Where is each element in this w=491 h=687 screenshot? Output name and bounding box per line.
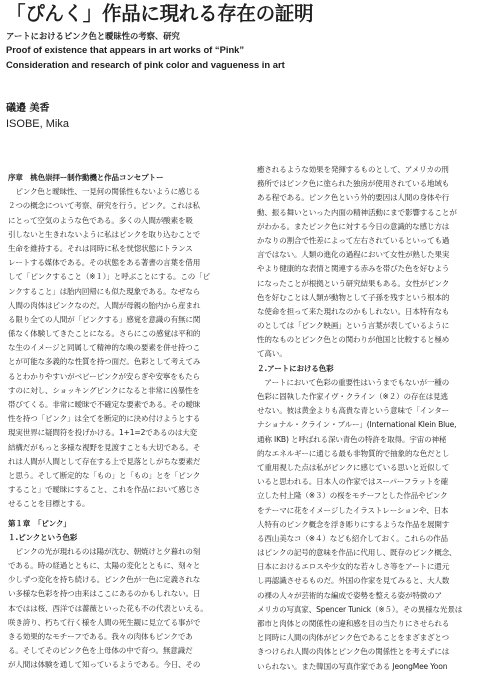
body-text-line: 生命を維持する。それは同時に私を恍惚状態にトランス [8,243,193,253]
body-text-line: レートする媒体である。その状態をある著書の言葉を借用 [8,258,201,268]
section-1-1-heading: １.ピンクという色彩 [8,532,78,542]
author-name-japanese: 礒邉 美香 [6,103,50,114]
section-1-1-continued-body [257,163,486,362]
body-text-line: はピンクの記号的意味を作品に代用し、既存のピンク概念、 [257,548,457,558]
body-text-line: すること」で曖昧にすること、これを作品において感じさ [8,485,201,495]
body-text-line: すのに対し、ショッキングピンクになると非常に凶暴性を [8,385,200,395]
body-text-line: にとって空気のような色である。多くの人間が酸素を吸 [8,215,193,225]
body-text-line: な使命を担って来た現れなのかもしれない。日本特有なも [257,306,450,316]
body-text-line: をテーマに花をイメージしたイラストレーションや、日本 [257,505,449,515]
body-text-line: ナショナル・クライン・ブルー」(International Klein Blue, [257,420,457,430]
body-text-line: い多様な色彩を持つ由来はここにあるのかもしれない。日 [8,589,201,599]
body-text-line: きる効果的なモチーフである。我々の肉体もピンクであ [8,632,193,641]
body-text-line: ２つの概念について考察、研究を行う。ピンク。これは私 [8,201,200,211]
body-text-line: 本ではは桜、西洋では薔薇といった花も不の代表といえる。 [8,603,208,613]
body-text-line: 引しないと生きれないように私はピンクを取り込むことで [8,229,201,239]
body-text-line: る。そしてそのピンク色を上母体の中で育つ。無意識だ [8,646,193,656]
body-text-line: である。時の経過とともに、太陽の変化とともに、刻々と [8,561,201,571]
body-text-line: 性を持つ「ピンク」は全てを断定的に決め付けようとする [8,414,201,424]
body-text-line: 日本におけるエロスや少女的な若々しさ等をアートに還元 [257,562,450,572]
intro-body [8,185,237,511]
body-text-line: 務所ではピンク色に塗られた独房が使用されている地域も [257,179,450,189]
body-text-line: やより健康的な表情と関連する赤みを帯びた色を好むよう [257,264,450,274]
body-text-line: になったことが根拠という研究結果もある。女性がピンク [257,278,450,288]
body-text-line: て高い。 [257,349,287,359]
body-text-line: 人特有のピンク概念を浮き彫りにするような作品を展開す [257,519,450,529]
body-text-line: の裸の人々が芸術的な編成で姿勢を整える姿が特徴のア [257,590,442,600]
body-text-line: し再認識させるものだ。外国の作家を見てみると、大人数 [257,576,450,586]
section-heading-intro: 序章 桃色崇拝ー制作動機と作品コンセプトー [8,173,164,182]
body-text-line: 咲き誇り、朽ちて行く様を人間の死生観に見立てる事がで [8,617,201,627]
subtitle-english-line-1: Proof of existence that appears in art works of “Pink” [6,44,245,55]
body-text-line: ある程である。ピンク色という外的要因は人間の身体や行 [257,193,450,203]
body-text-line: れは人間が人間として存在する上で見落としがちな要素だ [8,456,201,466]
left-column [8,171,237,673]
chapter-1-heading: 第１章 「ピンク」 [8,518,71,528]
body-text-line: 立した村上隆（※３）の桜をモチーフとした作品やピンク [257,491,448,501]
body-text-line: な生のイメージと同属して精神的な喚の要素を併せ持つこ [8,343,201,353]
body-text-line: のとしては「ピンク映画」という言葉が表しているように [257,321,450,331]
paper-title: 「ぴんく」作品に現れる存在の証明 [6,2,314,25]
body-text-line: ピンク色と曖昧性、一見何の関係性もないように感じる [8,187,201,197]
body-text-line: 帯びてくる。非常に曖昧で不確定な要素である。その曖昧 [8,400,201,409]
body-text-line: 動、振る舞いといった内面の精神活動にまで影響することが [257,207,457,217]
body-text-line: アートにおいて色彩の重要性はいうまでもないが一種の [257,377,450,387]
body-text-line: 少しずつ変化を持ち続ける。ピンク色が一色に定義されな [8,575,201,585]
section-1-1-body [8,545,237,673]
body-text-line: せることを目標とする。 [8,499,90,509]
body-text-line: が人間は体験を通して知っているようである。今日、その [8,660,201,670]
body-text-line: ンクすること」は胎内回帰にも似た現象である。なぜなら [8,286,201,296]
body-text-line: 人間の肉体はピンクなのだ。人間が母親の胎内から産まれ [8,300,201,310]
subtitle-japanese: アートにおけるピンク色と曖昧性の考察、研究 [6,31,180,41]
body-text-line: る限り全ての人間が「ピンクする」感覚を意識の有無に関 [8,314,201,324]
section-1-2-body [257,376,486,674]
author-name-english: ISOBE, Mika [6,118,69,130]
body-text-line: 結構だがもっと多様な視野を見渡すことも大切である。そ [8,442,201,452]
body-text-line: かなりの割合で性差によって左右されているといっても過 [257,235,450,245]
body-text-line: 現実世界に疑問符を投げかける。1+1=2であるのは大変 [8,428,198,438]
body-text-line: いると思われる。日本人の作家ではスーパーフラットを確 [257,477,449,487]
body-text-line: 言ではない。人類の進化の過程において女性が熟した果実 [257,250,450,260]
body-text-line: と同時に人間の肉体がピンク色であることをまざまざとつ [257,633,450,643]
body-text-line: 色を好むことは人類が動物として子孫を残すという根本的 [257,292,450,302]
body-text-line: せない。彼は黄金よりも高貴な青という意味で「インター [257,406,450,416]
body-text-line: 色彩に固執した作家イヴ・クライン（※２）の存在は見逃 [257,392,448,401]
body-text-line: て重用視した点は私がピンクに感じている思いと近似して [257,462,450,472]
body-text-line: メリカの写真家、Spencer Tunick（※５）。その異様な光景は [257,604,463,614]
body-text-line: がわかる。またピンク色に対する今日の意識的な感じ方は [257,221,450,231]
subtitle-english-line-2: Consideration and research of pink color and vagueness in art [6,59,285,70]
body-text-line: るとわかりやすいがベビーピンクが安らぎや安寧をもたら [8,371,200,381]
body-text-line: 都市と肉体との関係性の違和感を目の当たりにさせられる [257,619,450,628]
body-text-line: と思う。そして断定的な「もの」と「もの」とを「ピンク [8,470,201,480]
body-text-line: いられない。また韓国の写真作家である JeongMee Yoon [257,661,448,671]
body-text-line: 的なエネルギーに通じる最も非物質的で抽象的な色だとし [257,448,450,458]
body-text-line: きつけられ人間の肉体とピンク色の関係性とを考えずには [257,647,450,657]
section-1-2-heading: ２.アートにおける色彩 [257,363,334,373]
body-text-line: 係なく体験してきたことになる。さらにこの感覚は平和的 [8,329,201,339]
body-text-line: 通称 IKB) と呼ばれる深い青色の特許を取得。宇宙の神秘 [257,434,447,444]
body-text-line: る西山美なコ（※４）なども紹介しておく。これらの作品 [257,533,448,543]
right-column [257,163,486,674]
body-text-line: 癒されるような効果を発揮するものとして、アメリカの刑 [257,165,449,174]
body-text-line: して「ピンクすること（※１）」と呼ぶことにする。この「ピ [8,272,210,282]
body-text-line: 性的なものとピンク色との関わりが他国と比較すると極め [257,335,450,345]
body-text-line: とが可能な多義的な性質を持つ面だ。色彩として考えてみ [8,357,201,367]
body-text-line: ピンクの光が現れるのは陽が沈む、朝焼けと夕暮れの刻 [8,546,201,556]
